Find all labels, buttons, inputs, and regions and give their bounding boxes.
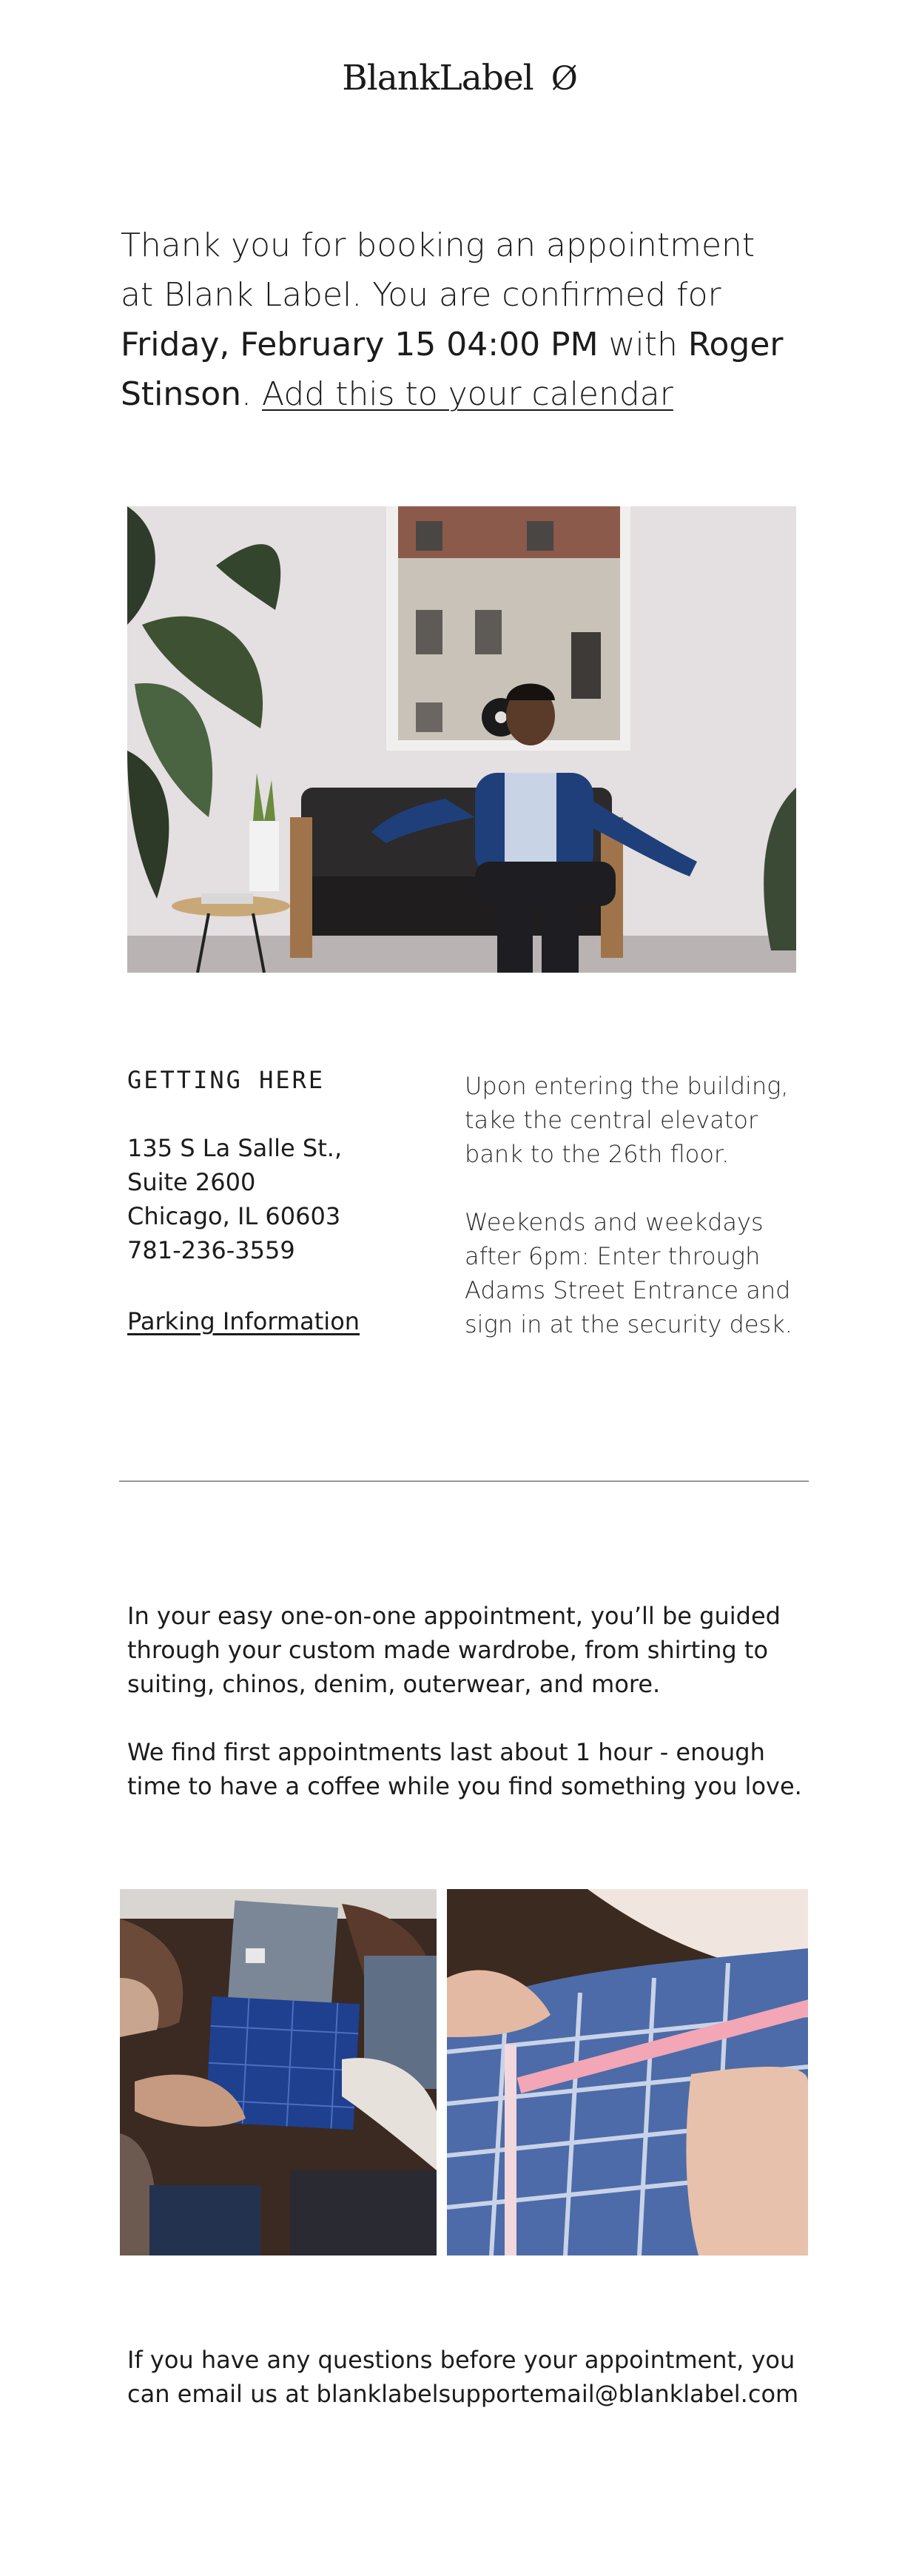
brand-logo[interactable] — [0, 58, 919, 98]
intro-text-3: . — [241, 375, 263, 413]
intro-text-1: Thank you for booking an appointment at Blank Label. You are confirmed for — [121, 227, 755, 314]
logo-text: BlankLabel — [342, 58, 533, 98]
directions-paragraph: Upon entering the building, take the central elevator bank to the 26th floor. — [465, 1072, 789, 1168]
section-divider — [119, 1480, 809, 1482]
address-line: 135 S La Salle St., — [127, 1134, 343, 1162]
hero-photo-illustration — [127, 506, 796, 973]
description-paragraph: In your easy one-on-one appointment, you’ll be guided through your custom made wardrobe, from shirting to suiting, chinos, denim, outerwear, and more. — [127, 1602, 781, 1698]
fabric-swatches-illustration — [120, 1889, 437, 2255]
parking-information-link[interactable]: Parking Information — [127, 1307, 360, 1335]
add-to-calendar-link[interactable]: Add this to your calendar — [262, 375, 673, 413]
fabric-swatches-photo — [120, 1889, 437, 2255]
description-paragraph: We find first appointments last about 1 hour - enough time to have a coffee while you find something you love. — [127, 1738, 802, 1800]
stylist-name: Roger Stinson — [121, 326, 784, 413]
directions-paragraph: Weekends and weekdays after 6pm: Enter through Adams Street Entrance and sign in at the security desk. — [465, 1208, 792, 1338]
appointment-datetime: Friday, February 15 04:00 PM — [121, 326, 599, 363]
getting-here-heading: GETTING HERE — [127, 1066, 326, 1094]
measuring-fitting-photo — [447, 1889, 808, 2255]
address-line: Suite 2600 — [127, 1168, 256, 1196]
address-line: Chicago, IL 60603 — [127, 1202, 341, 1230]
logo-mark-icon: Ø — [551, 60, 577, 98]
hero-photo — [127, 506, 796, 973]
confirmation-message — [121, 221, 794, 419]
intro-text-2: with — [598, 326, 688, 363]
measuring-fitting-illustration — [447, 1889, 808, 2255]
appointment-description — [127, 1599, 808, 1837]
support-contact-note: If you have any questions before your appointment, you can email us at blanklabelsupportemail@blanklabel.com — [127, 2346, 799, 2408]
building-directions — [465, 1069, 798, 1375]
phone-number[interactable]: 781-236-3559 — [127, 1236, 295, 1264]
studio-address — [127, 1131, 423, 1267]
